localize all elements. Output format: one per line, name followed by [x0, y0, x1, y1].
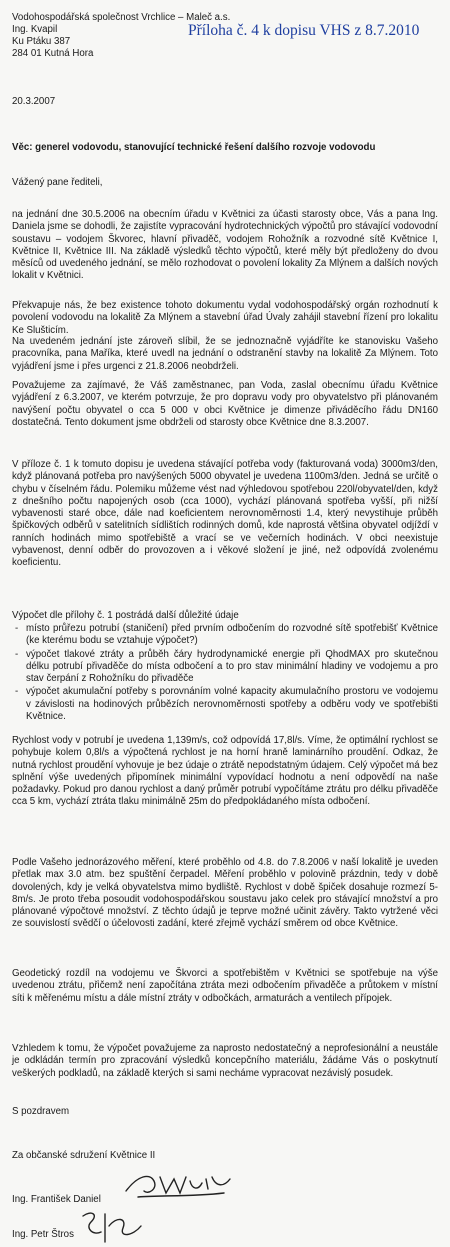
paragraph-2: Překvapuje nás, že bez existence tohoto dokumentu vydal vodohospodářský orgán rozhodnutí k povolení vodovodu na lokalitě Za Mlýnem a stavební úřad Úvaly zahájil stavební řízení pro lokalitu Ke Slušticím.: [12, 300, 438, 336]
signatory-2: Ing. Petr Štros: [12, 1229, 74, 1240]
paragraph-10: Vzhledem k tomu, že výpočet považujeme za naprosto nedostatečný a neprofesionální a neustále je odkládán termín pro zpracování výsledků koncepčního materiálu, žádáme Vás o poskytnutí veškerých podkladů, na základě kterých si sami necháme vypracovat nezávislý posudek.: [12, 1043, 438, 1079]
paragraph-8: Podle Vašeho jednorázového měření, které proběhlo od 4.8. do 7.8.2006 v naší lokalitě je uveden přetlak max 3.0 atm. bez spuštění čerpadel. Měření proběhlo v polovině prázdnin, tedy v době dovolených, kdy je velká obyvatelstva mimo bydliště. Rychlost v době špiček dosahuje rozmezí 5-8m/s. Je proto třeba posoudit vodohospodářskou soustavu jako celek pro stávající množství a pro plánované výpočtové množství. Z těchto údajů je teprve možné učinit závěry. Takto vytržené věci ze souvislostí svědčí o účelovosti zadání, které zřejmě vychází směrem od obce Květnice.: [12, 857, 438, 930]
list-item: - výpočet akumulační potřeby s porovnáním volné kapacity akumulačního prostoru ve vodojemu v závislosti na hodinových průbězích nerovnoměrnosti spotřeby a odběru vody ve spotřebišti Květnice.: [12, 686, 438, 723]
sender-line-3: Ku Ptáku 387: [12, 36, 71, 47]
paragraph-9: Geodetický rozdíl na vodojemu ve Škvorci a spotřebištěm v Květnici se spotřebuje na výše uvedenou ztrátu, přičemž není započítána ztráta mezi odbočením přivaděče a průtokem v místní síti k měřenému místu a dále místní ztráty v odbočkách, armaturách a ventilech přípojek.: [12, 968, 438, 1004]
missing-data-list: [12, 623, 438, 724]
paragraph-3: Na uvedeném jednání jste zároveň slíbil, že se jednoznačně vyjádříte ke stanovisku Vašeho pracovníka, pana Maříka, které uvedl na jednání o odstranění stavby na lokalitě Za Mlýnem. Toto vyjádření jsme i přes urgenci z 21.8.2006 neobdrželi.: [12, 336, 438, 372]
attachment-annotation: Příloha č. 4 k dopisu VHS z 8.7.2010: [188, 22, 420, 39]
paragraph-4: Považujeme za zajímavé, že Váš zaměstnanec, pan Voda, zaslal obecnímu úřadu Květnice vyjádření z 6.3.2007, ve kterém potvrzuje, že pro dopravu vody pro obyvatelstvo při plánovaném navýšení počtu obyvatel o cca 5 000 v obci Květnice je dimenze přiváděcího řádu DN160 dostatečná. Tento dokument jsme obdrželi od starosty obce Květnice dne 8.3.2007.: [12, 380, 438, 428]
sender-line-2: Ing. Kvapil: [12, 24, 58, 35]
salutation: Vážený pane řediteli,: [12, 177, 103, 188]
closing: S pozdravem: [12, 1106, 70, 1117]
signatory-1: Ing. František Daniel: [12, 1194, 101, 1205]
paragraph-7: Rychlost vody v potrubí je uvedena 1,139m/s, což odpovídá 17,8l/s. Víme, že optimální rychlost se pohybuje kolem 0,8l/s a výpočtená rychlost je na horní hraně laminárního proudění. Odkaz, že nutná rychlost proudění vyhovuje je bez údaje o ztrátě nepodstatným údajem. Celý výpočet má bez splnění výše uvedených připomínek minimální vypovídací hodnotu a není odpovědí na naše požadavky. Pokud pro danou rychlost a daný průměr potrubí vypočítáme ztrátu pro délku přivaděče cca 5 km, vychází ztráta tlaku minimálně 25m do předpokládaného místa odbočení.: [12, 735, 438, 808]
signature-stros: [75, 1208, 155, 1244]
list-item: - místo průřezu potrubí (staničení) před prvním odbočením do rozvodné sítě spotřebišť Květnice (ke kterému bodu se vztahuje výpočet?): [12, 623, 438, 648]
letter-date: 20.3.2007: [12, 96, 56, 107]
paragraph-1: na jednání dne 30.5.2006 na obecním úřadu v Květnici za účasti starosty obce, Vás a pana Ing. Daniela jsme se dohodli, že zajistíte vypracování hydrotechnických výpočtů pro stávající vodovodní soustavu – vodojem Škvorec, hlavní přivaděč, vodojem Rohožník a rozvodné sítě Květnice I, Květnice II, Květnice III. Na základě výsledků těchto výpočtů, které měly být předloženy do dvou měsíců od uvedeného jednání, se mělo rozhodovat o povolení lokality Za Mlýnem a dalších nových lokalit v Květnici.: [12, 209, 438, 282]
paragraph-6-intro: Výpočet dle přílohy č. 1 postrádá další důležité údaje: [12, 610, 239, 621]
sender-line-1: Vodohospodářská společnost Vrchlice – Maleč a.s.: [12, 12, 231, 23]
paragraph-5: V příloze č. 1 k tomuto dopisu je uvedena stávající potřeba vody (fakturovaná voda) 3000m3/den, když plánovaná potřeba pro navýšených 5000 obyvatel je uvedena 1100m3/den. Jedná se určitě o chybu v číselném řádu. Polemiku můžeme vést nad výhledovou spotřebou 220l/obyvatel/den, když z dnešního počtu napojených osob (cca 1000), vychází plánovaná spotřeba vyšší, při nižší vybavenosti staré obce, dále nad koeficientem nerovnoměrnosti 1.4, který nevystihuje průběh špičkových odběrů v satelitních sídlištích rodinných domů, kde naprostá většina obyvatel odjíždí v ranních hodinách mimo spotřebiště a vrací se ve večerních hodinách. V obci neexistuje vybavenost, denní odběr do provozoven a i věkové složení je jiné, než odpovídá zvolenému koeficientu.: [12, 459, 438, 569]
list-item: - výpočet tlakové ztráty a průběh čáry hydrodynamické energie při QhodMAX pro skutečnou délku potrubí přivaděče do místa odbočení a to pro stav minimální hladiny ve vodojemu a pro stav čerpání z Rohožníku do přivaděče: [12, 649, 438, 686]
signature-daniel: [120, 1167, 240, 1205]
letter-subject: Věc: generel vodovodu, stanovující technické řešení dalšího rozvoje vodovodu: [12, 142, 376, 153]
sender-line-4: 284 01 Kutná Hora: [12, 48, 94, 59]
organisation-line: Za občanské sdružení Květnice II: [12, 1150, 156, 1161]
